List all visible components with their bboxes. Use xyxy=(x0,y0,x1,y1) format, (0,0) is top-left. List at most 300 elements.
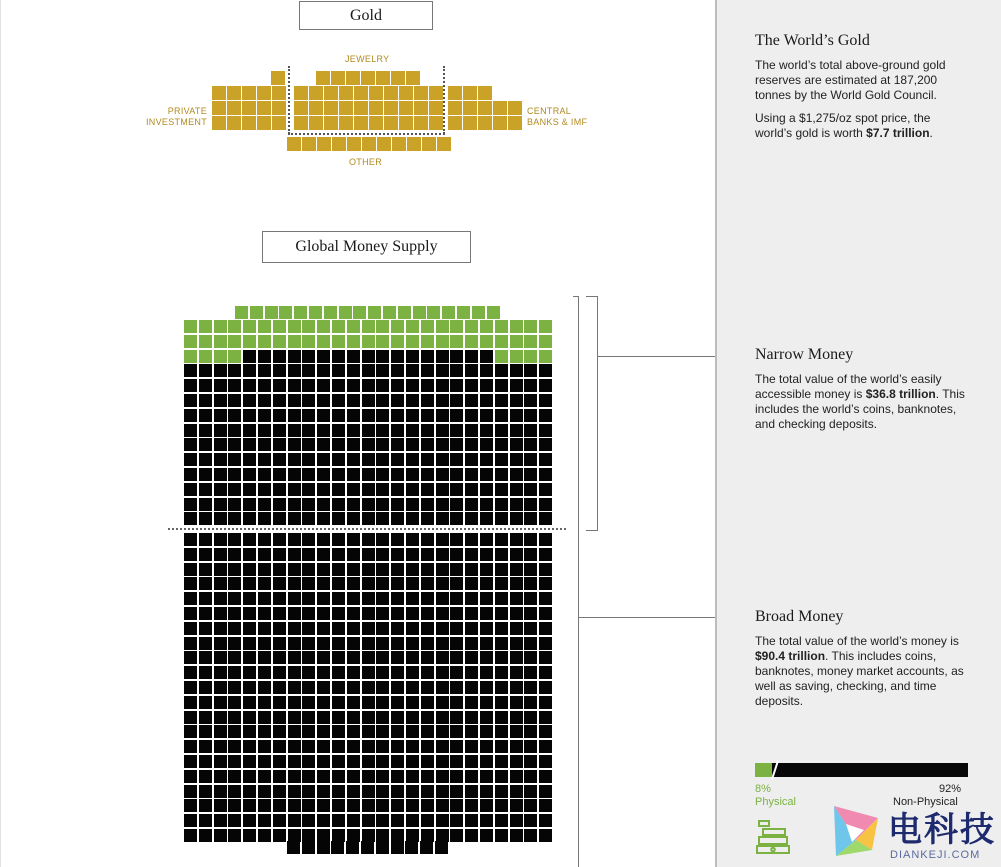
broad-money-cell xyxy=(199,548,212,561)
broad-money-cell xyxy=(391,755,404,768)
broad-money-cell xyxy=(302,799,315,812)
gold-jewelry-cell xyxy=(429,101,443,115)
narrow-money-cell xyxy=(302,468,315,481)
narrow-money-cell xyxy=(495,364,508,377)
narrow-money-cell xyxy=(273,438,286,451)
narrow-money-cell xyxy=(332,498,345,511)
narrow-money-cell xyxy=(436,483,449,496)
narrow-money-cell xyxy=(243,498,256,511)
gold-jewelry-cell xyxy=(354,86,368,100)
gold-other-cell xyxy=(362,137,376,151)
watermark-subtext: DIANKEJI.COM xyxy=(890,849,981,861)
physical-money-cell xyxy=(510,335,523,348)
broad-money-cell xyxy=(362,770,375,783)
gold-jewelry-cell xyxy=(384,101,398,115)
broad-money-cell xyxy=(258,829,271,842)
broad-money-cell xyxy=(302,607,315,620)
broad-money-cell xyxy=(199,592,212,605)
narrow-money-cell xyxy=(524,438,537,451)
broad-money-cell xyxy=(214,533,227,546)
broad-money-cell xyxy=(510,666,523,679)
narrow-money-cell xyxy=(228,512,241,525)
broad-money-cell xyxy=(214,548,227,561)
narrow-money-cell xyxy=(465,379,478,392)
narrow-money-cell xyxy=(199,468,212,481)
broad-money-cell xyxy=(421,725,434,738)
broad-money-cell xyxy=(495,681,508,694)
broad-money-cell xyxy=(495,651,508,664)
broad-money-cell xyxy=(347,755,360,768)
narrow-money-cell xyxy=(406,498,419,511)
broad-money-cell xyxy=(376,799,389,812)
narrow-money-cell xyxy=(376,350,389,363)
broad-money-cell xyxy=(465,681,478,694)
narrow-money-cell xyxy=(288,468,301,481)
broad-money-cell xyxy=(243,637,256,650)
gold-private-cell xyxy=(227,86,241,100)
broad-money-cell xyxy=(465,622,478,635)
gold-central-cell xyxy=(463,86,477,100)
gold-central-cell xyxy=(463,101,477,115)
broad-money-cell xyxy=(539,725,552,738)
broad-money-cell xyxy=(406,770,419,783)
narrow-money-cell xyxy=(258,438,271,451)
physical-money-cell xyxy=(539,335,552,348)
broad-money-cell xyxy=(302,548,315,561)
narrow-money-cell xyxy=(450,453,463,466)
broad-money-cell xyxy=(317,651,330,664)
narrow-money-cell xyxy=(288,350,301,363)
broad-money-cell xyxy=(495,637,508,650)
broad-money-cell xyxy=(524,607,537,620)
broad-money-cell xyxy=(214,829,227,842)
broad-money-cell xyxy=(332,637,345,650)
gold-private-cell xyxy=(242,116,256,130)
gold-title-box xyxy=(299,1,433,30)
narrow-money-cell xyxy=(273,498,286,511)
physical-money-cell xyxy=(413,306,426,319)
broad-money-cell xyxy=(332,711,345,724)
broad-money-cell xyxy=(480,799,493,812)
narrow-money-cell xyxy=(332,409,345,422)
broad-money-cell xyxy=(436,607,449,620)
physical-money-cell xyxy=(442,306,455,319)
narrow-money-cell xyxy=(436,394,449,407)
physical-bar-fill xyxy=(755,763,772,777)
broad-money-cell xyxy=(228,755,241,768)
narrow-money-cell xyxy=(510,409,523,422)
broad-money-cell xyxy=(421,799,434,812)
broad-money-cell xyxy=(184,770,197,783)
narrow-money-cell xyxy=(273,409,286,422)
broad-money-cell xyxy=(347,548,360,561)
broad-money-cell xyxy=(273,829,286,842)
broad-money-cell xyxy=(362,799,375,812)
narrow-money-cell xyxy=(302,424,315,437)
narrow-money-cell xyxy=(391,468,404,481)
broad-money-cell xyxy=(347,814,360,827)
broad-money-cell xyxy=(273,770,286,783)
narrow-money-cell xyxy=(228,394,241,407)
broad-money-cell xyxy=(302,637,315,650)
broad-money-cell xyxy=(273,755,286,768)
physical-money-cell xyxy=(457,306,470,319)
narrow-money-cell xyxy=(495,498,508,511)
physical-money-cell xyxy=(539,350,552,363)
physical-money-cell xyxy=(302,335,315,348)
broad-money-cell xyxy=(184,725,197,738)
narrow-money-cell xyxy=(391,453,404,466)
narrow-money-cell xyxy=(288,394,301,407)
broad-money-cell xyxy=(347,799,360,812)
narrow-money-cell xyxy=(539,379,552,392)
physical-money-cell xyxy=(421,335,434,348)
broad-money-cell xyxy=(184,563,197,576)
broad-money-cell xyxy=(539,637,552,650)
narrow-money-cell xyxy=(406,424,419,437)
broad-money-cell xyxy=(450,681,463,694)
gold-jewelry-cell xyxy=(294,116,308,130)
broad-money-cell xyxy=(347,637,360,650)
broad-money-cell xyxy=(302,651,315,664)
narrow-money-cell xyxy=(258,512,271,525)
broad-money-cell xyxy=(273,607,286,620)
broad-money-cell xyxy=(480,785,493,798)
broad-money-cell xyxy=(302,563,315,576)
narrow-money-cell xyxy=(184,468,197,481)
narrow-money-cell xyxy=(347,498,360,511)
broad-money-cell xyxy=(347,622,360,635)
physical-money-cell xyxy=(353,306,366,319)
narrow-money-cell xyxy=(362,350,375,363)
broad-money-cell xyxy=(376,711,389,724)
broad-money-cell xyxy=(317,799,330,812)
narrow-money-cell xyxy=(302,364,315,377)
broad-money-cell xyxy=(465,770,478,783)
narrow-money-cell xyxy=(480,468,493,481)
narrow-money-cell xyxy=(376,409,389,422)
broad-money-cell xyxy=(243,785,256,798)
narrow-money-cell xyxy=(302,498,315,511)
broad-money-cell xyxy=(346,841,359,854)
gold-value: $7.7 trillion xyxy=(866,126,930,140)
watermark-text: 电科技 xyxy=(888,811,996,849)
narrow-money-cell xyxy=(332,468,345,481)
narrow-money-cell xyxy=(302,350,315,363)
broad-money-cell xyxy=(539,563,552,576)
broad-money-cell xyxy=(406,711,419,724)
broad-money-cell xyxy=(214,577,227,590)
broad-money-cell xyxy=(450,607,463,620)
physical-split-bar xyxy=(755,763,968,777)
physical-money-cell xyxy=(214,350,227,363)
broad-money-cell xyxy=(273,548,286,561)
broad-money-cell xyxy=(288,577,301,590)
broad-money-cell xyxy=(539,814,552,827)
narrow-money-cell xyxy=(436,364,449,377)
narrow-money-cell xyxy=(465,424,478,437)
physical-money-cell xyxy=(199,350,212,363)
broad-money-cell xyxy=(421,548,434,561)
narrow-money-cell xyxy=(228,498,241,511)
physical-money-cell xyxy=(427,306,440,319)
physical-money-cell xyxy=(332,320,345,333)
broad-money-cell xyxy=(391,607,404,620)
narrow-money-cell xyxy=(524,364,537,377)
broad-money-cell xyxy=(524,711,537,724)
broad-money-cell xyxy=(376,622,389,635)
narrow-money-cell xyxy=(317,350,330,363)
broad-money-cell xyxy=(480,725,493,738)
broad-money-cell xyxy=(406,740,419,753)
broad-money-cell xyxy=(510,740,523,753)
gold-jewelry-cell xyxy=(331,71,345,85)
broad-money-cell xyxy=(406,755,419,768)
bar-divider xyxy=(771,760,779,780)
narrow-money-cell xyxy=(480,364,493,377)
narrow-money-cell xyxy=(347,483,360,496)
broad-money-cell xyxy=(421,666,434,679)
narrow-money-cell xyxy=(524,512,537,525)
broad-money-cell xyxy=(273,785,286,798)
narrow-money-cell xyxy=(184,512,197,525)
broad-money-cell xyxy=(332,548,345,561)
narrow-money-cell xyxy=(362,424,375,437)
narrow-money-cell xyxy=(288,483,301,496)
narrow-money-cell xyxy=(228,438,241,451)
physical-money-cell xyxy=(279,306,292,319)
broad-money-cell xyxy=(184,785,197,798)
physical-money-cell xyxy=(302,320,315,333)
broad-money-cell xyxy=(421,785,434,798)
narrow-money-cell xyxy=(332,424,345,437)
broad-money-cell xyxy=(465,785,478,798)
broad-money-cell xyxy=(436,651,449,664)
broad-money-cell xyxy=(258,548,271,561)
broad-money-cell xyxy=(465,651,478,664)
broad-money-cell xyxy=(376,696,389,709)
narrow-money-cell xyxy=(450,364,463,377)
broad-money-cell xyxy=(376,785,389,798)
broad-money-cell xyxy=(436,548,449,561)
narrow-money-cell xyxy=(436,453,449,466)
narrow-money-cell xyxy=(510,364,523,377)
worlds-gold-text-2-prefix: Using a $1,275/oz spot price, the world’s gold is worth xyxy=(755,111,931,140)
broad-money-cell xyxy=(199,785,212,798)
broad-money-cell xyxy=(524,563,537,576)
narrow-money-cell xyxy=(332,453,345,466)
broad-money-cell xyxy=(184,637,197,650)
gold-jewelry-cell xyxy=(354,116,368,130)
broad-money-cell xyxy=(495,607,508,620)
narrow-money-cell xyxy=(421,379,434,392)
narrow-money-cell xyxy=(243,483,256,496)
broad-money-cell xyxy=(302,681,315,694)
broad-money-cell xyxy=(421,563,434,576)
broad-money-cell xyxy=(362,637,375,650)
broad-money-cell xyxy=(465,666,478,679)
broad-money-cell xyxy=(495,829,508,842)
narrow-money-cell xyxy=(510,453,523,466)
narrow-money-cell xyxy=(347,409,360,422)
broad-money-cell xyxy=(480,563,493,576)
physical-money-cell xyxy=(450,335,463,348)
narrow-money-cell xyxy=(184,438,197,451)
narrow-money-cell xyxy=(243,512,256,525)
broad-money-cell xyxy=(510,681,523,694)
gold-jewelry-cell xyxy=(429,116,443,130)
narrow-money-cell xyxy=(524,498,537,511)
physical-money-cell xyxy=(214,335,227,348)
narrow-money-cell xyxy=(480,379,493,392)
narrow-money-cell xyxy=(347,364,360,377)
gold-jewelry-cell xyxy=(399,86,413,100)
broad-money-cell xyxy=(450,814,463,827)
gold-other-cell xyxy=(347,137,361,151)
narrow-money-cell xyxy=(184,364,197,377)
narrow-money-cell xyxy=(480,350,493,363)
broad-money-cell xyxy=(332,681,345,694)
narrow-money-cell xyxy=(243,350,256,363)
narrow-money-cell xyxy=(347,424,360,437)
physical-pct: 8% xyxy=(755,783,771,795)
narrow-money-title: Narrow Money xyxy=(755,346,854,363)
gold-other-cell xyxy=(437,137,451,151)
narrow-money-cell xyxy=(539,409,552,422)
broad-money-cell xyxy=(524,740,537,753)
broad-money-prefix: The total value of the world’s money is xyxy=(755,634,959,648)
narrow-money-cell xyxy=(347,453,360,466)
narrow-money-cell xyxy=(317,512,330,525)
narrow-money-cell xyxy=(243,453,256,466)
narrow-money-cell xyxy=(421,394,434,407)
broad-money-cell xyxy=(332,770,345,783)
broad-money-cell xyxy=(214,785,227,798)
narrow-money-cell xyxy=(465,350,478,363)
broad-money-cell xyxy=(480,755,493,768)
broad-money-cell xyxy=(199,622,212,635)
narrow-money-cell xyxy=(347,468,360,481)
broad-money-cell xyxy=(199,563,212,576)
broad-money-cell xyxy=(539,799,552,812)
jewelry-dotted-border xyxy=(288,66,290,134)
narrow-money-cell xyxy=(376,512,389,525)
gold-jewelry-cell xyxy=(324,116,338,130)
broad-money-cell xyxy=(435,841,448,854)
gold-jewelry-cell xyxy=(339,116,353,130)
narrow-money-cell xyxy=(362,483,375,496)
narrow-money-cell xyxy=(273,394,286,407)
gold-central-cell xyxy=(508,116,522,130)
broad-money-cell xyxy=(495,711,508,724)
physical-money-cell xyxy=(265,306,278,319)
broad-money-cell xyxy=(258,725,271,738)
broad-money-cell xyxy=(436,533,449,546)
narrow-money-cell xyxy=(199,364,212,377)
broad-money-cell xyxy=(376,533,389,546)
broad-money-cell xyxy=(199,651,212,664)
narrow-money-cell xyxy=(450,409,463,422)
broad-money-cell xyxy=(184,711,197,724)
narrow-money-cell xyxy=(228,483,241,496)
broad-money-cell xyxy=(376,814,389,827)
broad-money-cell xyxy=(362,785,375,798)
broad-money-cell xyxy=(421,533,434,546)
physical-money-cell xyxy=(480,320,493,333)
broad-money-cell xyxy=(480,740,493,753)
narrow-money-cell xyxy=(184,379,197,392)
narrow-money-cell xyxy=(243,468,256,481)
broad-money-cell xyxy=(450,711,463,724)
gold-jewelry-cell xyxy=(414,101,428,115)
broad-money-cell xyxy=(391,637,404,650)
narrow-money-cell xyxy=(495,483,508,496)
broad-money-cell xyxy=(406,592,419,605)
narrow-money-cell xyxy=(421,350,434,363)
broad-money-cell xyxy=(347,592,360,605)
broad-money-cell xyxy=(288,622,301,635)
broad-money-cell xyxy=(302,577,315,590)
narrow-money-cell xyxy=(539,438,552,451)
broad-money-cell xyxy=(199,814,212,827)
narrow-money-cell xyxy=(273,424,286,437)
narrow-money-cell xyxy=(436,468,449,481)
broad-money-cell xyxy=(539,711,552,724)
info-panel xyxy=(715,0,1001,867)
broad-money-cell xyxy=(258,770,271,783)
narrow-money-cell xyxy=(480,483,493,496)
broad-money-cell xyxy=(332,755,345,768)
narrow-money-cell xyxy=(258,350,271,363)
broad-money-cell xyxy=(510,622,523,635)
broad-money-cell xyxy=(228,785,241,798)
broad-money-cell xyxy=(228,799,241,812)
broad-money-cell xyxy=(480,681,493,694)
broad-money-cell xyxy=(480,637,493,650)
gold-jewelry-cell xyxy=(414,86,428,100)
cash-stack-icon xyxy=(755,815,791,855)
broad-money-cell xyxy=(317,841,330,854)
broad-money-cell xyxy=(214,592,227,605)
broad-money-cell xyxy=(465,696,478,709)
narrow-money-cell xyxy=(302,409,315,422)
narrow-money-cell xyxy=(243,424,256,437)
broad-money-cell xyxy=(273,622,286,635)
gold-jewelry-cell xyxy=(294,101,308,115)
broad-money-cell xyxy=(332,592,345,605)
watermark-logo-icon xyxy=(826,800,886,862)
physical-money-cell xyxy=(258,335,271,348)
gold-private-cell xyxy=(272,86,286,100)
broad-money-cell xyxy=(199,533,212,546)
broad-money-cell xyxy=(228,607,241,620)
narrow-money-cell xyxy=(450,468,463,481)
narrow-money-cell xyxy=(302,453,315,466)
broad-money-cell xyxy=(406,622,419,635)
broad-money-cell xyxy=(406,666,419,679)
physical-money-cell xyxy=(436,335,449,348)
broad-money-cell xyxy=(273,711,286,724)
broad-money-cell xyxy=(450,725,463,738)
broad-money-cell xyxy=(317,533,330,546)
narrow-money-cell xyxy=(480,498,493,511)
narrow-money-cell xyxy=(288,379,301,392)
broad-money-cell xyxy=(228,696,241,709)
narrow-money-cell xyxy=(228,379,241,392)
broad-money-cell xyxy=(362,681,375,694)
broad-money-cell xyxy=(391,651,404,664)
narrow-money-cell xyxy=(199,394,212,407)
